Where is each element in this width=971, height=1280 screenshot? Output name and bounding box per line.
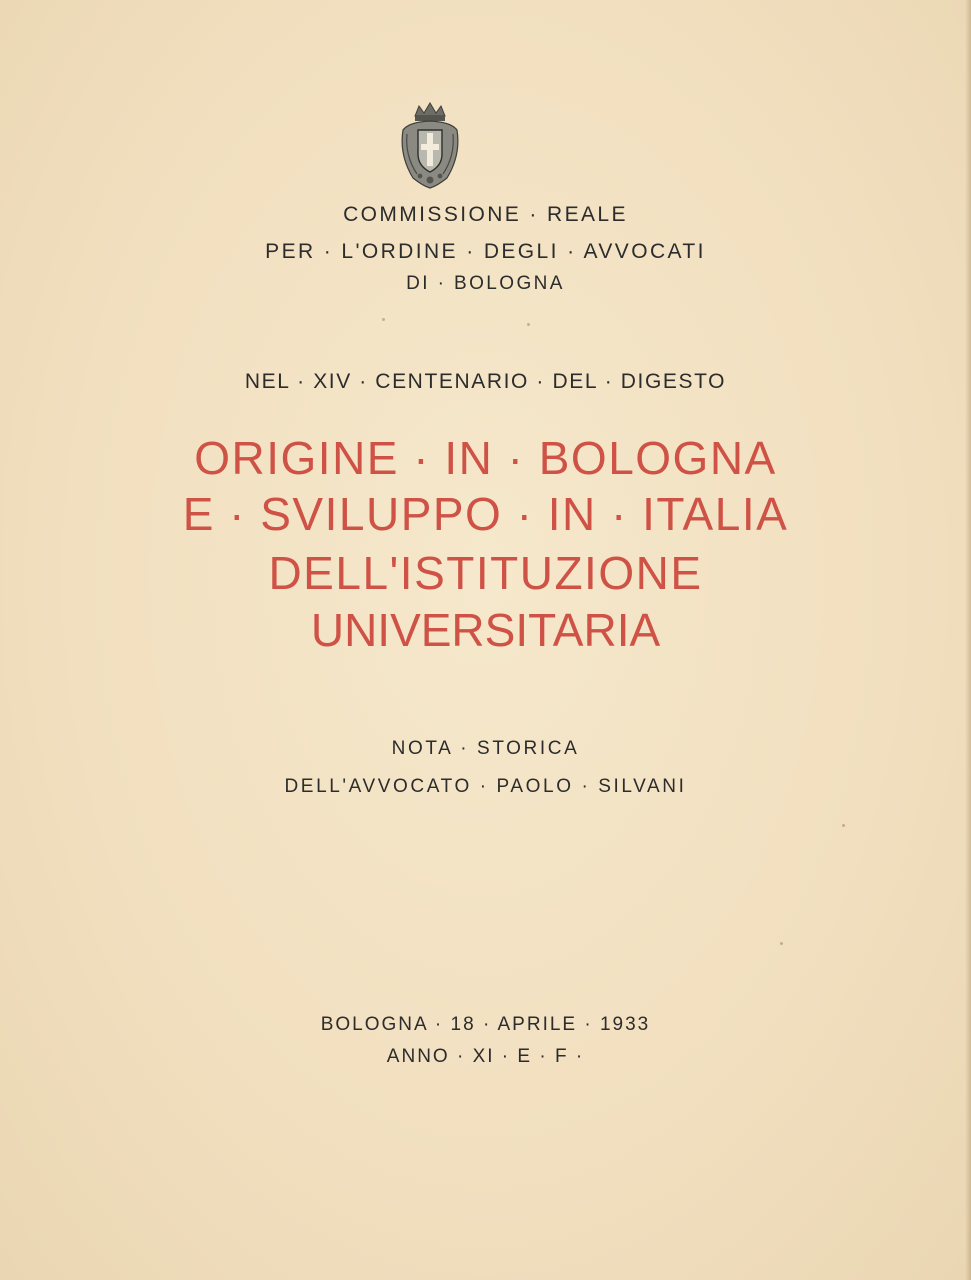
imprint-date-line: BOLOGNA · 18 · APRILE · 1933 bbox=[320, 1014, 651, 1035]
title-line-2: E · SVILUPPO · IN · ITALIA bbox=[182, 488, 789, 540]
royal-coat-of-arms-icon bbox=[393, 100, 467, 190]
paper-speck bbox=[842, 824, 845, 827]
title-line-1: ORIGINE · IN · BOLOGNA bbox=[194, 432, 777, 484]
commission-line-2: PER · L'ORDINE · DEGLI · AVVOCATI bbox=[265, 240, 706, 263]
paper-speck bbox=[382, 318, 385, 321]
centenary-line: NEL · XIV · CENTENARIO · DEL · DIGESTO bbox=[244, 370, 727, 393]
title-line-3: DELL'ISTITUZIONE bbox=[268, 547, 703, 599]
commission-line-3: DI · BOLOGNA bbox=[406, 273, 565, 294]
note-line-1: NOTA · STORICA bbox=[391, 738, 580, 759]
paper-speck bbox=[527, 323, 530, 326]
paper-speck bbox=[780, 942, 783, 945]
commission-line-1: COMMISSIONE · REALE bbox=[343, 203, 628, 226]
title-line-4: UNIVERSITARIA bbox=[310, 604, 661, 656]
imprint-year-line: ANNO · XI · E · F · bbox=[386, 1046, 585, 1067]
author-line: DELL'AVVOCATO · PAOLO · SILVANI bbox=[284, 776, 687, 797]
